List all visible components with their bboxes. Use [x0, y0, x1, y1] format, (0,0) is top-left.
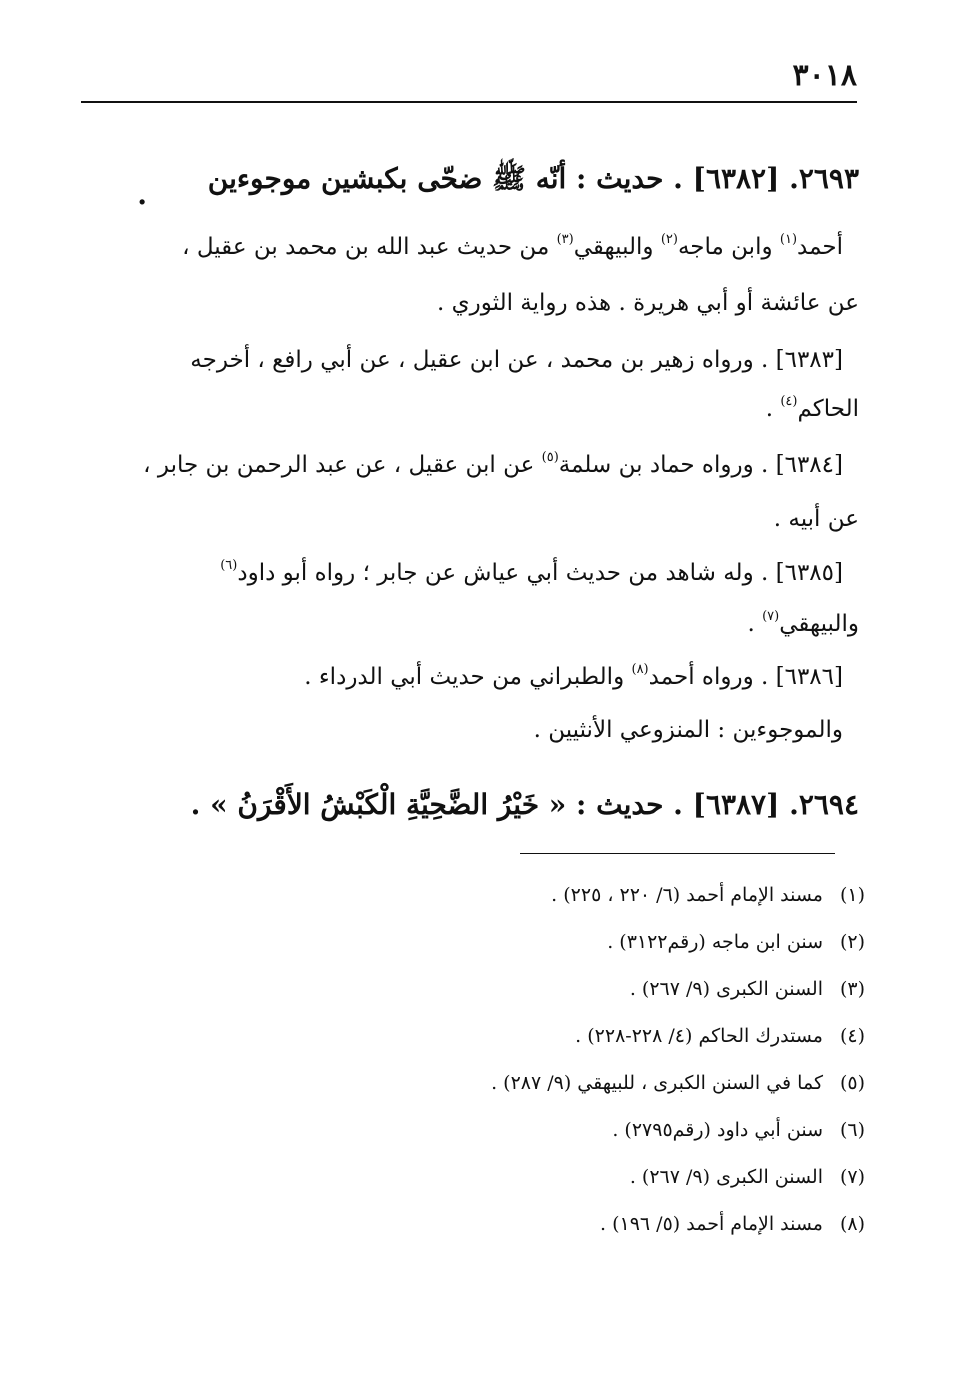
footnote-ref-3[interactable]: (٣) [556, 232, 574, 247]
para2-line1: [٦٣٨٣] . ورواه زهير بن محمد ، عن ابن عقيل ، عن أبي رافع ، أخرجه [190, 347, 843, 373]
footnote-ref-7[interactable]: (٧) [762, 609, 780, 624]
para5: [٦٣٨٦] . ورواه أحمد$^{(٨)}$ والطبراني من حديث أبي الدرداء . [304, 662, 843, 690]
page-number: ٣٠١٨ [792, 58, 857, 93]
para1-line2: عن عائشة أو أبي هريرة . هذه رواية الثوري . [437, 290, 859, 316]
para6-definition: والموجوءين : المنزوعي الأنثيين . [533, 717, 843, 743]
footnote-1: (١)مسند الإمام أحمد (٦/ ٢٢٠ ، ٢٢٥) . [551, 884, 865, 906]
para4-line1: [٦٣٨٥] . وله شاهد من حديث أبي عياش عن جابر ؛ رواه أبو داود$^{(٦)}$ [220, 558, 843, 586]
para1-line1: أحمد$^{(١)}$ وابن ماجه$^{(٢)}$ والبيهقي$^{(٣)}$ من حديث عبد الله بن محمد بن عقيل ، [182, 232, 843, 260]
footnote-2: (٢)سنن ابن ماجه (رقم٣١٢٢) . [607, 931, 865, 953]
footnote-6: (٦)سنن أبي داود (رقم٢٧٩٥) . [612, 1119, 865, 1141]
footnote-4: (٤)مستدرك الحاكم (٤/ ٢٢٨-٢٢٨) . [575, 1025, 865, 1047]
hadith-2693-heading: ٢٦٩٣. [٦٣٨٢] . حديث : أنّه ﷺ ضحّى بكبشين موجوءين [207, 162, 859, 195]
footnote-3: (٣)السنن الكبرى (٩/ ٢٦٧) . [629, 978, 865, 1000]
footnote-7: (٧)السنن الكبرى (٩/ ٢٦٧) . [629, 1166, 865, 1188]
footnote-5: (٥)كما في السنن الكبرى ، للبيهقي (٩/ ٢٨٧) . [491, 1072, 865, 1094]
para4-line2: والبيهقي$^{(٧)}$ . [747, 609, 859, 637]
footnote-separator [520, 853, 835, 854]
hadith-2693-end: . [137, 178, 147, 211]
footnote-ref-6[interactable]: (٦) [220, 558, 238, 573]
footnote-8: (٨)مسند الإمام أحمد (٥/ ١٩٦) . [600, 1213, 865, 1235]
footnote-ref-1[interactable]: (١) [779, 232, 798, 247]
header-rule [81, 101, 857, 103]
para2-line2: الحاكم$^{(٤)}$ . [765, 394, 859, 422]
footnote-ref-2[interactable]: (٢) [660, 232, 678, 247]
para3-line1: [٦٣٨٤] . ورواه حماد بن سلمة$^{(٥)}$ عن ابن عقيل ، عن عبد الرحمن بن جابر ، [143, 450, 843, 478]
footnote-ref-4[interactable]: (٤) [780, 394, 798, 409]
hadith-2694-heading: ٢٦٩٤. [٦٣٨٧] . حديث : « خَيْرُ الضَّحِيَّةِ الْكَبْشُ الأَقْرَنُ » . [190, 788, 859, 821]
footnote-ref-5[interactable]: (٥) [541, 450, 559, 465]
para3-line2: عن أبيه . [773, 506, 859, 532]
footnote-ref-8[interactable]: (٨) [631, 662, 649, 677]
